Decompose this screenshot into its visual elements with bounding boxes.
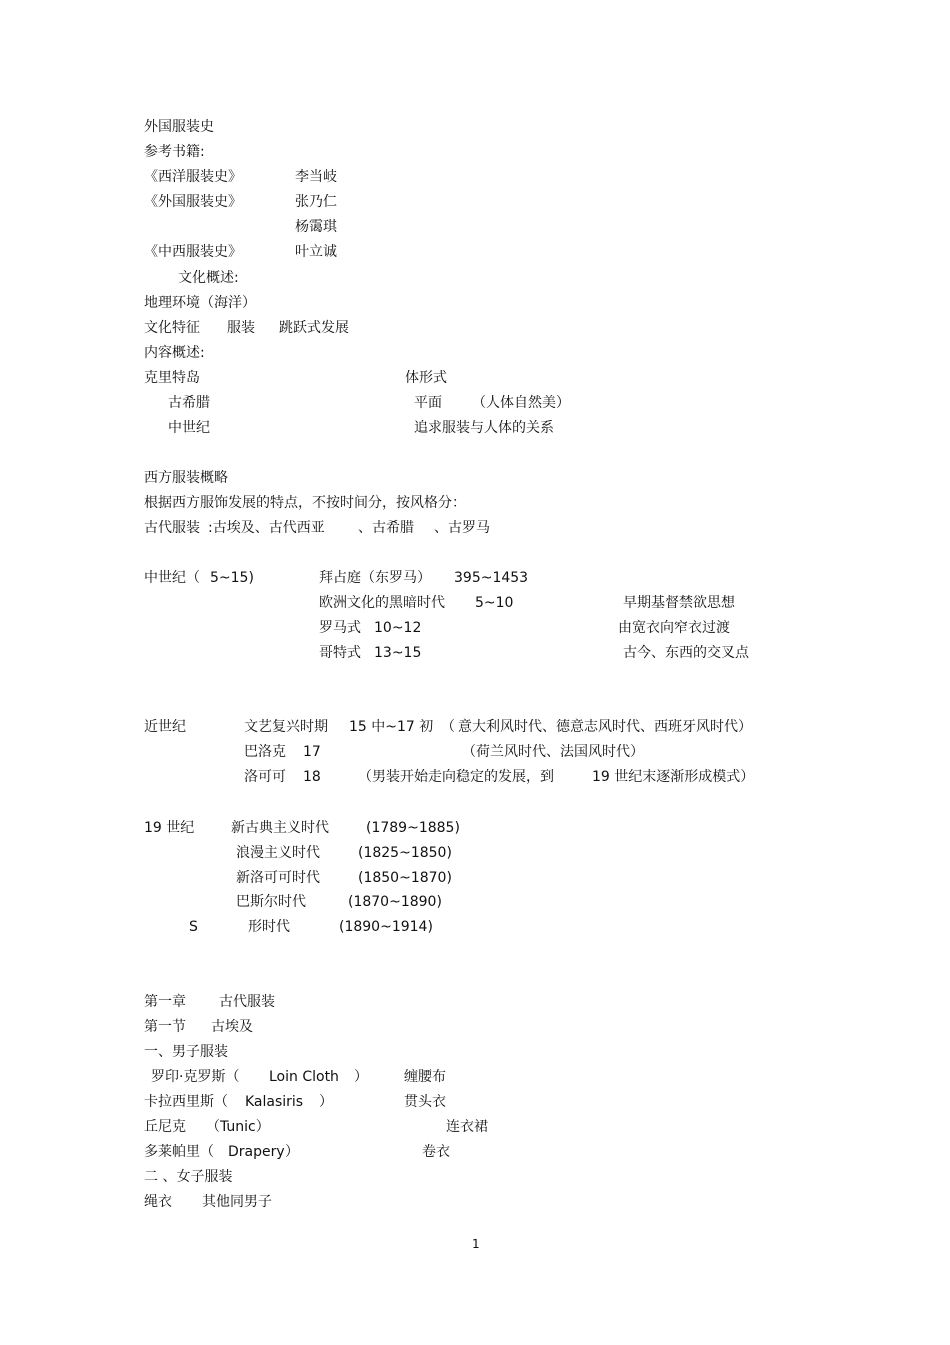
- nineteenth-period-name: 浪漫主义时代: [236, 845, 320, 861]
- nineteenth-period-years: (1870~1890): [348, 894, 442, 910]
- early-modern-period-name: 洛可可: [244, 769, 286, 785]
- content-overview-right: 平面: [414, 395, 442, 411]
- nineteenth-period-prefix: S: [189, 919, 198, 935]
- medieval-label: 中世纪（: [144, 570, 200, 586]
- medieval-period-note: 古今、东西的交叉点: [623, 645, 749, 661]
- medieval-period-years: 10~12: [374, 620, 422, 636]
- early-modern-period-note: 意大利风时代、德意志风时代、西班牙风时代）: [458, 719, 752, 735]
- early-modern-period-note: （男装开始走向稳定的发展，到: [358, 769, 554, 785]
- culture-features-item: 跳跃式发展: [279, 320, 349, 336]
- garment-description: 连衣裙: [446, 1119, 488, 1135]
- nineteenth-period-years: (1789~1885): [366, 820, 460, 836]
- content-overview-right: 追求服装与人体的关系: [414, 420, 554, 436]
- garment-description: 卷衣: [422, 1144, 450, 1160]
- garment-english: （Tunic）: [206, 1119, 270, 1135]
- medieval-range: 5~15): [210, 570, 254, 586]
- medieval-period-name: 哥特式: [319, 645, 361, 661]
- garment-name: 丘尼克: [144, 1119, 186, 1135]
- garment-name: 多莱帕里（: [144, 1144, 214, 1160]
- section-title: 古埃及: [211, 1019, 253, 1035]
- garment-description: 缠腰布: [404, 1069, 446, 1085]
- ancient-item: 、古希腊: [358, 520, 414, 536]
- nineteenth-century-label: 19 世纪: [144, 820, 195, 836]
- early-modern-period-years: 15 中~17 初: [349, 719, 434, 735]
- early-modern-label: 近世纪: [144, 719, 186, 735]
- early-modern-period-years: 18: [303, 769, 321, 785]
- culture-overview-heading: 文化概述:: [178, 270, 239, 286]
- content-overview-right: 体形式: [405, 370, 447, 386]
- content-overview-note: （人体自然美）: [472, 395, 570, 411]
- references-heading: 参考书籍:: [144, 144, 205, 160]
- womens-heading: 二 、女子服装: [144, 1169, 233, 1185]
- content-overview-heading: 内容概述:: [144, 345, 205, 361]
- garment-description: 贯头衣: [404, 1094, 446, 1110]
- content-overview-left: 克里特岛: [144, 370, 200, 386]
- reference-author: 杨霭琪: [295, 219, 337, 235]
- garment-name: 卡拉西里斯（: [144, 1094, 228, 1110]
- nineteenth-period-name: 新古典主义时代: [231, 820, 329, 836]
- garment-paren: ）: [354, 1069, 368, 1085]
- garment-paren: ）: [319, 1094, 333, 1110]
- culture-geography: 地理环境（海洋）: [144, 295, 256, 311]
- nineteenth-period-name: 形时代: [248, 919, 290, 935]
- section-number: 第一节: [144, 1019, 186, 1035]
- nineteenth-period-years: (1850~1870): [358, 870, 452, 886]
- early-modern-period-name: 文艺复兴时期: [244, 719, 328, 735]
- early-modern-period-note-continued: 19 世纪末逐渐形成模式）: [592, 769, 755, 785]
- content-overview-left: 中世纪: [168, 420, 210, 436]
- western-summary-heading: 西方服装概略: [144, 470, 228, 486]
- document-title: 外国服装史: [144, 119, 214, 135]
- medieval-period-years: 5~10: [475, 595, 514, 611]
- nineteenth-period-years: (1890~1914): [339, 919, 433, 935]
- nineteenth-period-name: 巴斯尔时代: [236, 894, 306, 910]
- early-modern-period-name: 巴洛克: [244, 744, 286, 760]
- medieval-period-name: 罗马式: [319, 620, 361, 636]
- garment-english: Loin Cloth: [269, 1069, 339, 1085]
- early-modern-period-years: 17: [303, 744, 321, 760]
- reference-author: 叶立诚: [295, 244, 337, 260]
- reference-book: 《中西服装史》: [144, 244, 242, 260]
- womens-note: 其他同男子: [202, 1194, 272, 1210]
- nineteenth-period-years: (1825~1850): [358, 845, 452, 861]
- reference-book: 《外国服装史》: [144, 194, 242, 210]
- culture-features-label: 文化特征: [144, 320, 200, 336]
- medieval-period-name: 欧洲文化的黑暗时代: [319, 595, 445, 611]
- ancient-item: 、古罗马: [434, 520, 490, 536]
- garment-name: 罗印·克罗斯（: [151, 1069, 240, 1085]
- reference-author: 李当岐: [295, 169, 337, 185]
- medieval-period-note: 由宽衣向窄衣过渡: [618, 620, 730, 636]
- medieval-period-years: 13~15: [374, 645, 422, 661]
- culture-features-item: 服装: [227, 320, 255, 336]
- ancient-label: 古代服装: [144, 520, 200, 536]
- western-summary-intro: 根据西方服饰发展的特点，不按时间分，按风格分：: [144, 495, 466, 511]
- reference-book: 《西洋服装史》: [144, 169, 242, 185]
- content-overview-left: 古希腊: [168, 395, 210, 411]
- garment-english: Drapery: [228, 1144, 285, 1160]
- medieval-period-years: 395~1453: [454, 570, 529, 586]
- reference-author: 张乃仁: [295, 194, 337, 210]
- page-number: 1: [472, 1237, 480, 1251]
- garment-paren: ）: [285, 1144, 299, 1160]
- medieval-period-name: 拜占庭（东罗马）: [319, 570, 431, 586]
- womens-item: 绳衣: [144, 1194, 172, 1210]
- chapter-number: 第一章: [144, 994, 186, 1010]
- early-modern-period-note: （荷兰风时代、法国风时代）: [462, 744, 644, 760]
- chapter-title: 古代服装: [219, 994, 275, 1010]
- nineteenth-period-name: 新洛可可时代: [236, 870, 320, 886]
- garment-english: Kalasiris: [245, 1094, 304, 1110]
- medieval-period-note: 早期基督禁欲思想: [623, 595, 735, 611]
- early-modern-paren: （: [441, 719, 455, 735]
- mens-heading: 一、男子服装: [144, 1044, 228, 1060]
- ancient-item: :古埃及、古代西亚: [208, 520, 325, 536]
